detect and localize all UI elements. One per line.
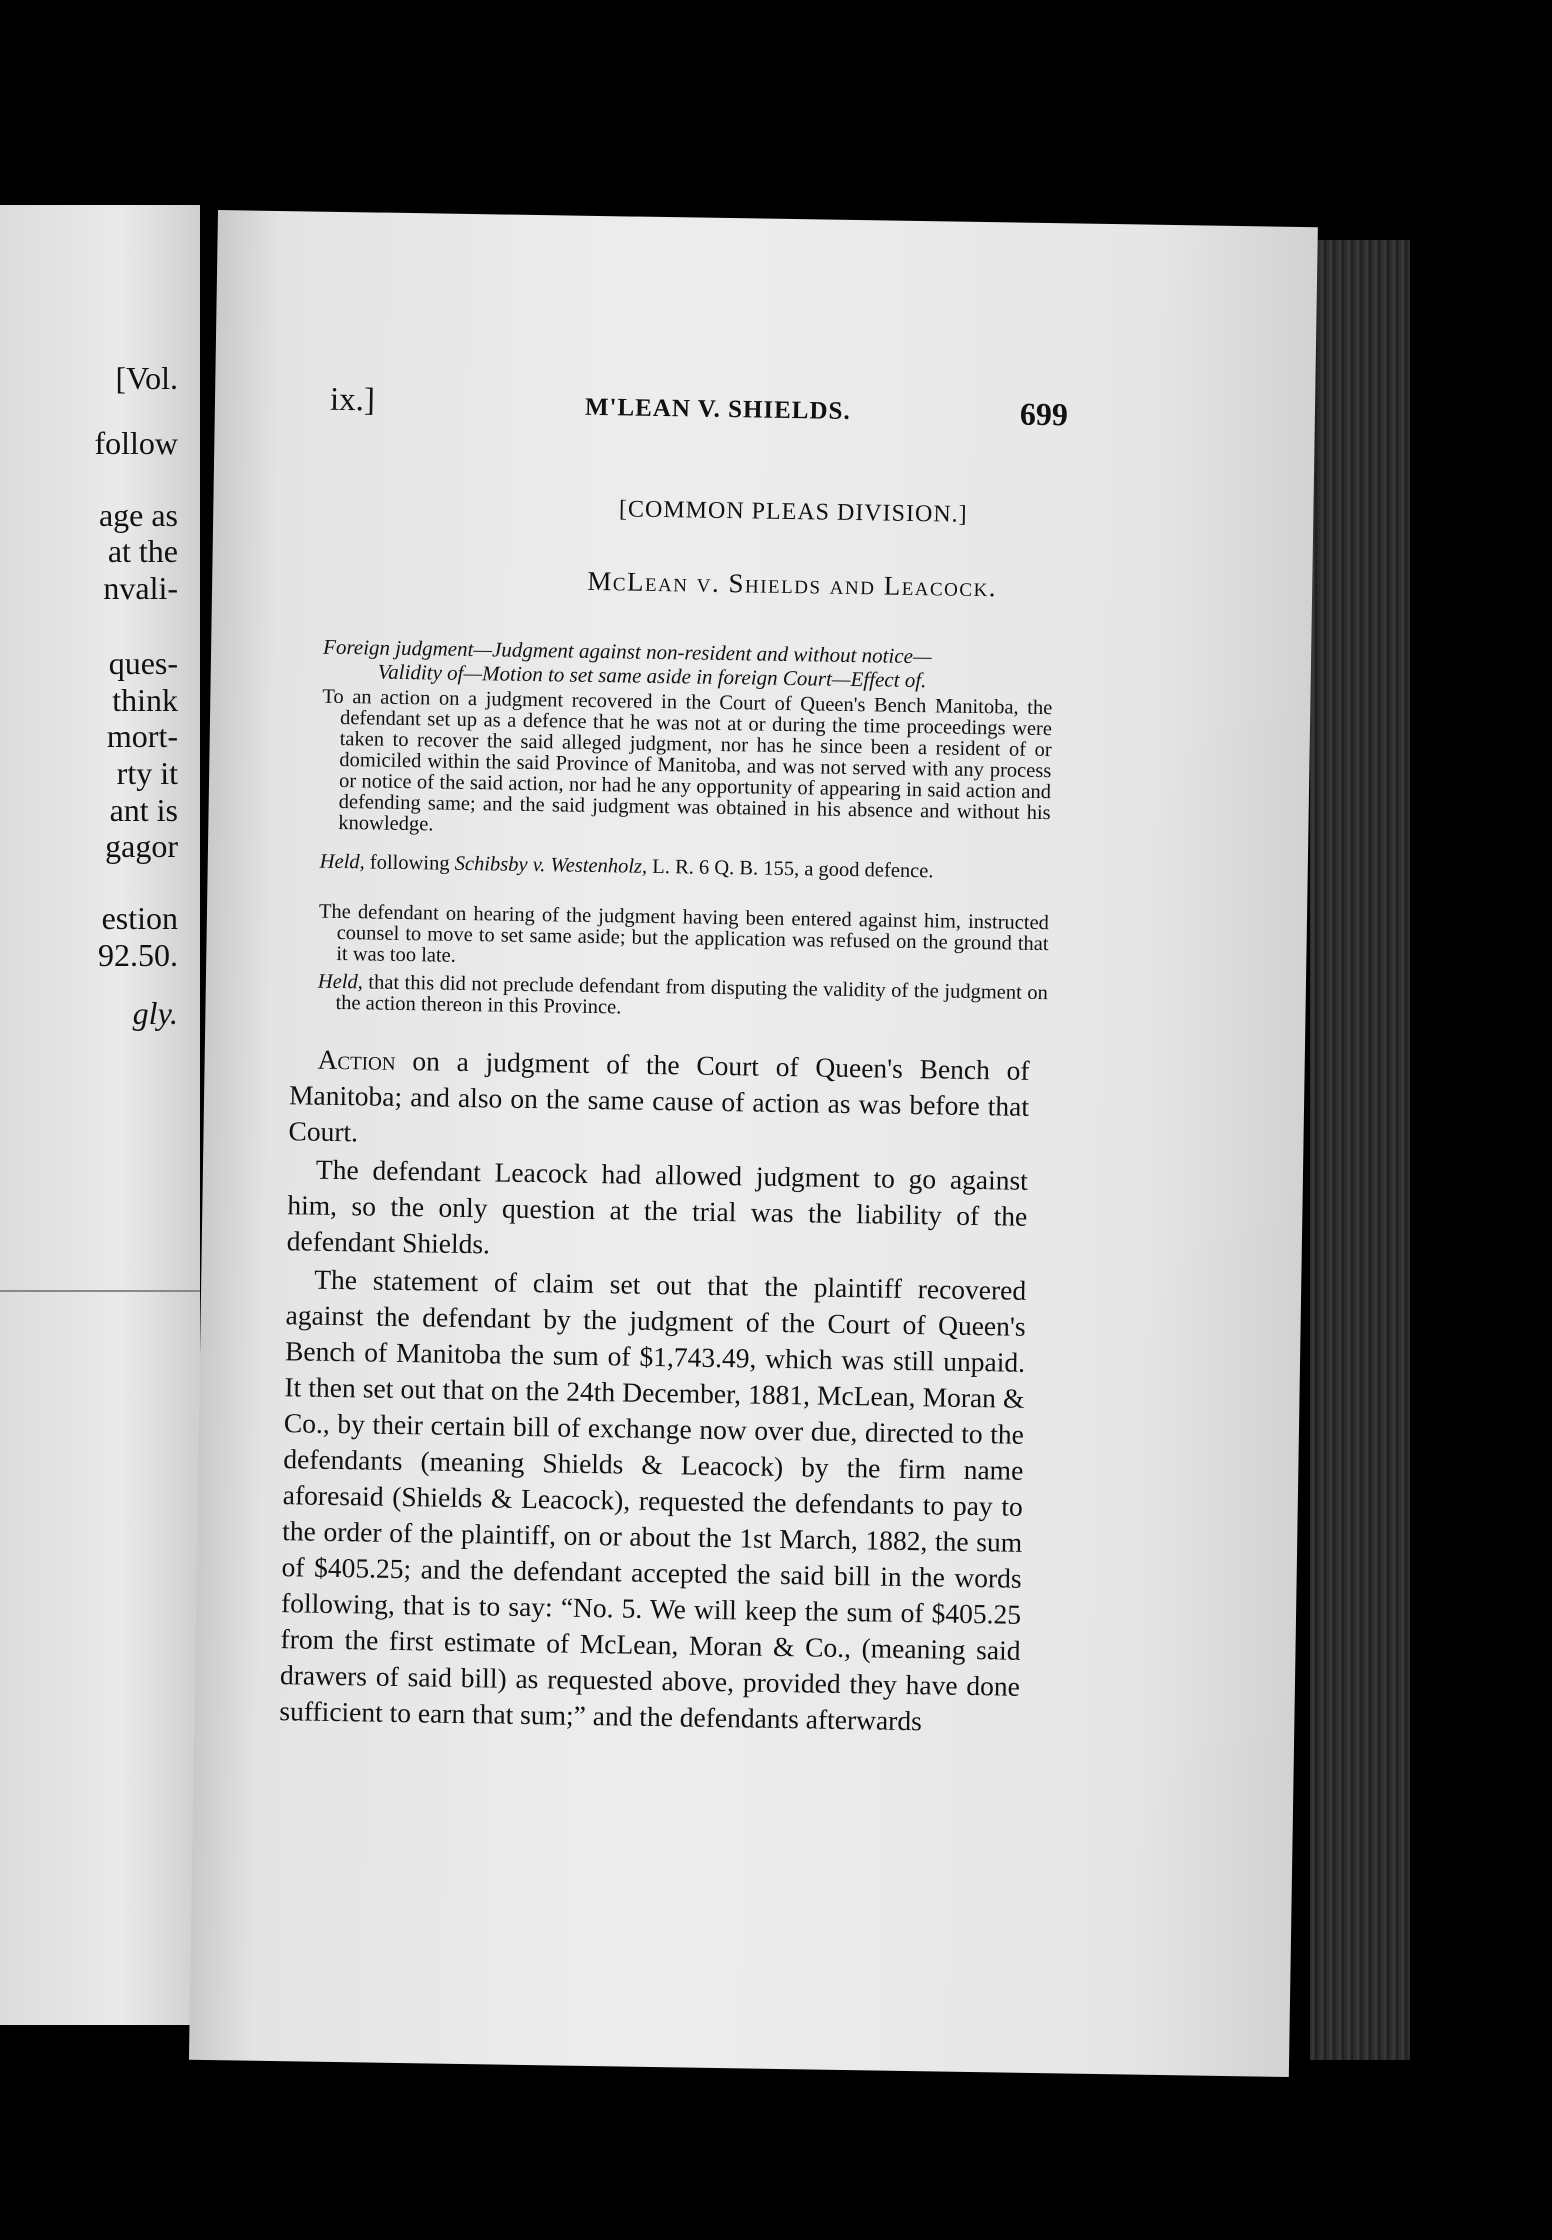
case-title: McLean v. Shields and Leacock. (587, 565, 998, 603)
catchwords-line-2: Validity of—Motion to set same aside in foreign Court—Effect of. (377, 659, 927, 693)
left-line: gagor (105, 828, 178, 864)
headnote-text: To an action on a judgment recovered in the Court of Queen's Bench Manitoba, the defendant set up as a defence that he was not at or during the time proceedings were taken to recover the said alleged judgment, nor has he since been a resident of or domiciled within the said Province of Manitoba, and was not served with any process or notice of the said action, nor had he any opportunity of appearing in said action and defending same; and the said judgment was obtained in his absence and without his knowledge. (322, 685, 1053, 836)
running-title: M'LEAN V. SHIELDS. (584, 393, 851, 425)
held-label: Held, (317, 970, 364, 994)
body-paragraph (288, 1041, 1030, 1161)
left-line: ant is (109, 792, 178, 828)
headnote-fragment: following (364, 851, 455, 875)
left-line: [Vol. (115, 360, 178, 396)
left-line: 92.50. (98, 937, 178, 973)
body-fragment: on a judgment of the Court of Queen's Bench of Manitoba; and also on the same cause of action as was before that Court. (288, 1044, 1030, 1148)
left-line: at the (107, 533, 178, 569)
headnote-paragraph (317, 972, 1048, 1025)
held-label: Held, (319, 850, 365, 874)
division-heading: [COMMON PLEAS DIVISION.] (618, 496, 968, 528)
page-edges (1310, 240, 1410, 2060)
body-paragraph (287, 1151, 1029, 1271)
left-line: nvali- (103, 570, 178, 606)
catchwords (323, 635, 1144, 696)
left-line: estion (101, 900, 178, 936)
headnote-paragraph (320, 852, 1050, 884)
left-line: age as (98, 497, 178, 533)
right-page (189, 210, 1318, 2077)
case-citation: Schibsby v. Westenholz, (454, 852, 648, 878)
lead-word: Action (317, 1043, 396, 1076)
left-line: gly. (132, 995, 178, 1031)
volume-label: ix.] (329, 381, 376, 419)
left-line: think (112, 682, 178, 718)
left-divider (0, 1290, 200, 1292)
left-line: rty it (116, 755, 178, 791)
left-line: mort- (106, 718, 178, 754)
headnote-text (320, 852, 1050, 884)
headnote-fragment: L. R. 6 Q. B. 155, a good defence. (646, 855, 934, 883)
body-text (288, 1041, 1030, 1161)
left-line: ques- (108, 645, 178, 681)
headnote-fragment: that this did not preclude defendant from disputing the validity of the judgment on the action thereon in this Province. (335, 971, 1048, 1019)
headnote-text (317, 972, 1048, 1025)
left-page-fragment (0, 205, 200, 2025)
running-header (215, 380, 1315, 437)
body-text: The statement of claim set out that the plaintiff recovered against the defendant by the judgment of the Court of Queen's Bench of Manitoba the sum of $1,743.49, which was still unpaid. It then set out that on the 24th December, 1881, McLean, Moran & Co., by their certain bill of exchange now over due, directed to the defendants (meaning Shields & Leacock) by the firm name aforesaid (Shields & Leacock), requested the defendants to pay to the order of the plaintiff, on or about the 1st March, 1882, the sum of $405.25; and the defendant accepted the said bill in the words following, that is to say: “No. 5. We will keep the sum of $405.25 from the first estimate of McLean, Moran & Co., (meaning said drawers of said bill) as requested above, provided they have done sufficient to earn that sum;” and the defendants afterwards (279, 1263, 1027, 1737)
headnote-paragraph (318, 902, 1049, 976)
catchwords-line-1: Foreign judgment—Judgment against non-resident and without notice— (322, 634, 932, 669)
body-text: The defendant Leacock had allowed judgment to go against him, so the only question at the trial was the liability of the defendant Shields. (286, 1153, 1029, 1260)
headnote-paragraph (320, 687, 1052, 845)
headnote-text: The defendant on hearing of the judgment having been entered against him, instructed counsel to move to set same aside; but the application was refused on the ground that it was too late. (318, 900, 1050, 967)
body-paragraph (279, 1261, 1026, 1741)
page-number: 699 (1019, 395, 1069, 433)
left-line: follow (94, 425, 178, 461)
